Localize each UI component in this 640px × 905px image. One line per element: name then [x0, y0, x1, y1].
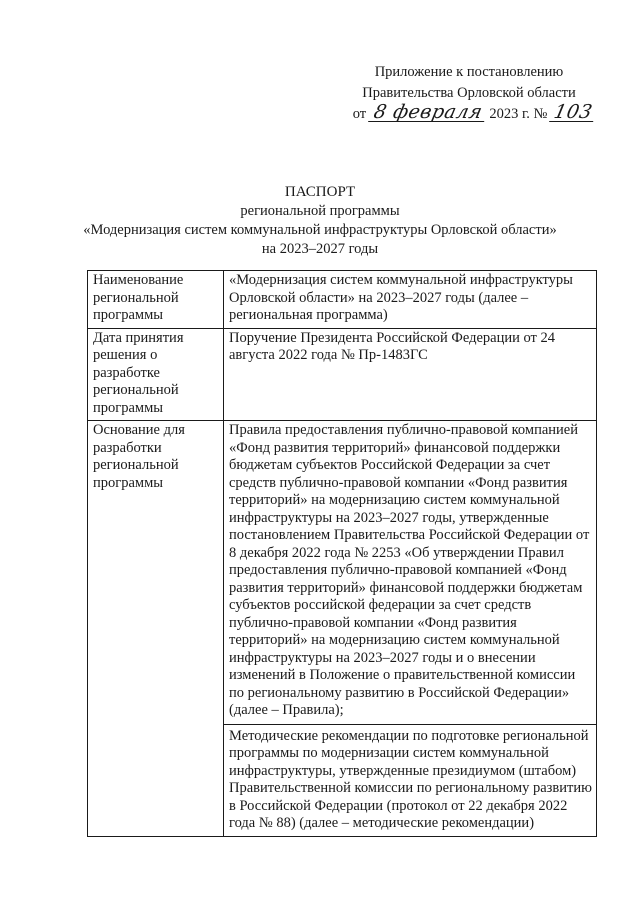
table-row [88, 271, 597, 329]
row-paragraph: «Модернизация систем коммунальной инфраструктуры Орловской области» на 2023–2027 годы (далее – региональная программа) [229, 272, 573, 323]
row-value [224, 421, 597, 837]
table-row [88, 421, 597, 837]
title-program-name: «Модернизация систем коммунальной инфраструктуры Орловской области» [83, 222, 557, 238]
row-label: Дата принятия решения о разработке региональной программы [88, 328, 224, 421]
passport-heading: ПАСПОРТ [284, 184, 356, 200]
year-text: 2023 г. № [489, 106, 548, 122]
appendix-date-line [325, 101, 595, 125]
date-prefix: от [352, 106, 367, 122]
row-label: Наименование региональной программы [88, 271, 224, 329]
appendix-line-2: Правительства Орловской области [362, 85, 576, 101]
title-subtitle: региональной программы [240, 203, 400, 219]
table-row [88, 328, 597, 421]
row-paragraph: Правила предоставления публично-правовой компанией «Фонд развития территорий» финансовой поддержки бюджетам субъектов Российской Федерации за счет средств публично-правовой компании «Фонд развития территорий» на модернизацию систем коммунальной инфраструктуры на 2023–2027 годы, утвержденные постановлением Правительства Российской Федерации от 8 декабря 2022 года № 2253 «Об утверждении Правил предоставления публично-правовой компанией «Фонд развития территорий» финансовой поддержки бюджетам субъектов российской федерации за счет средств публично-правовой компании «Фонд развития территорий» на модернизацию систем коммунальной инфраструктуры на 2023–2027 годы и о внесении изменений в Положение о правительственной комиссии по региональному развитию в Российской Федерации» (далее – Правила); [229, 422, 590, 718]
handwritten-number: 103 [549, 104, 597, 122]
row-paragraph: Методические рекомендации по подготовке региональной программы по модернизации систем коммунальной инфраструктуры, утвержденные президиумом (штабом) Правительственной комиссии по региональному развитию в Российской Федерации (протокол от 22 декабря 2022 года № 88) (далее – методические рекомендации) [224, 724, 596, 833]
row-value [224, 328, 597, 421]
handwritten-date: 8 февраля [368, 104, 488, 122]
document-title [0, 183, 640, 259]
row-value [224, 271, 597, 329]
appendix-header [325, 62, 595, 125]
row-paragraph: Поручение Президента Российской Федерации от 24 августа 2022 года № Пр-1483ГС [229, 329, 556, 363]
title-period: на 2023–2027 годы [261, 241, 379, 257]
row-label: Основание для разработки региональной программы [88, 421, 224, 837]
appendix-line-1: Приложение к постановлению [374, 64, 564, 80]
passport-table [87, 270, 597, 837]
